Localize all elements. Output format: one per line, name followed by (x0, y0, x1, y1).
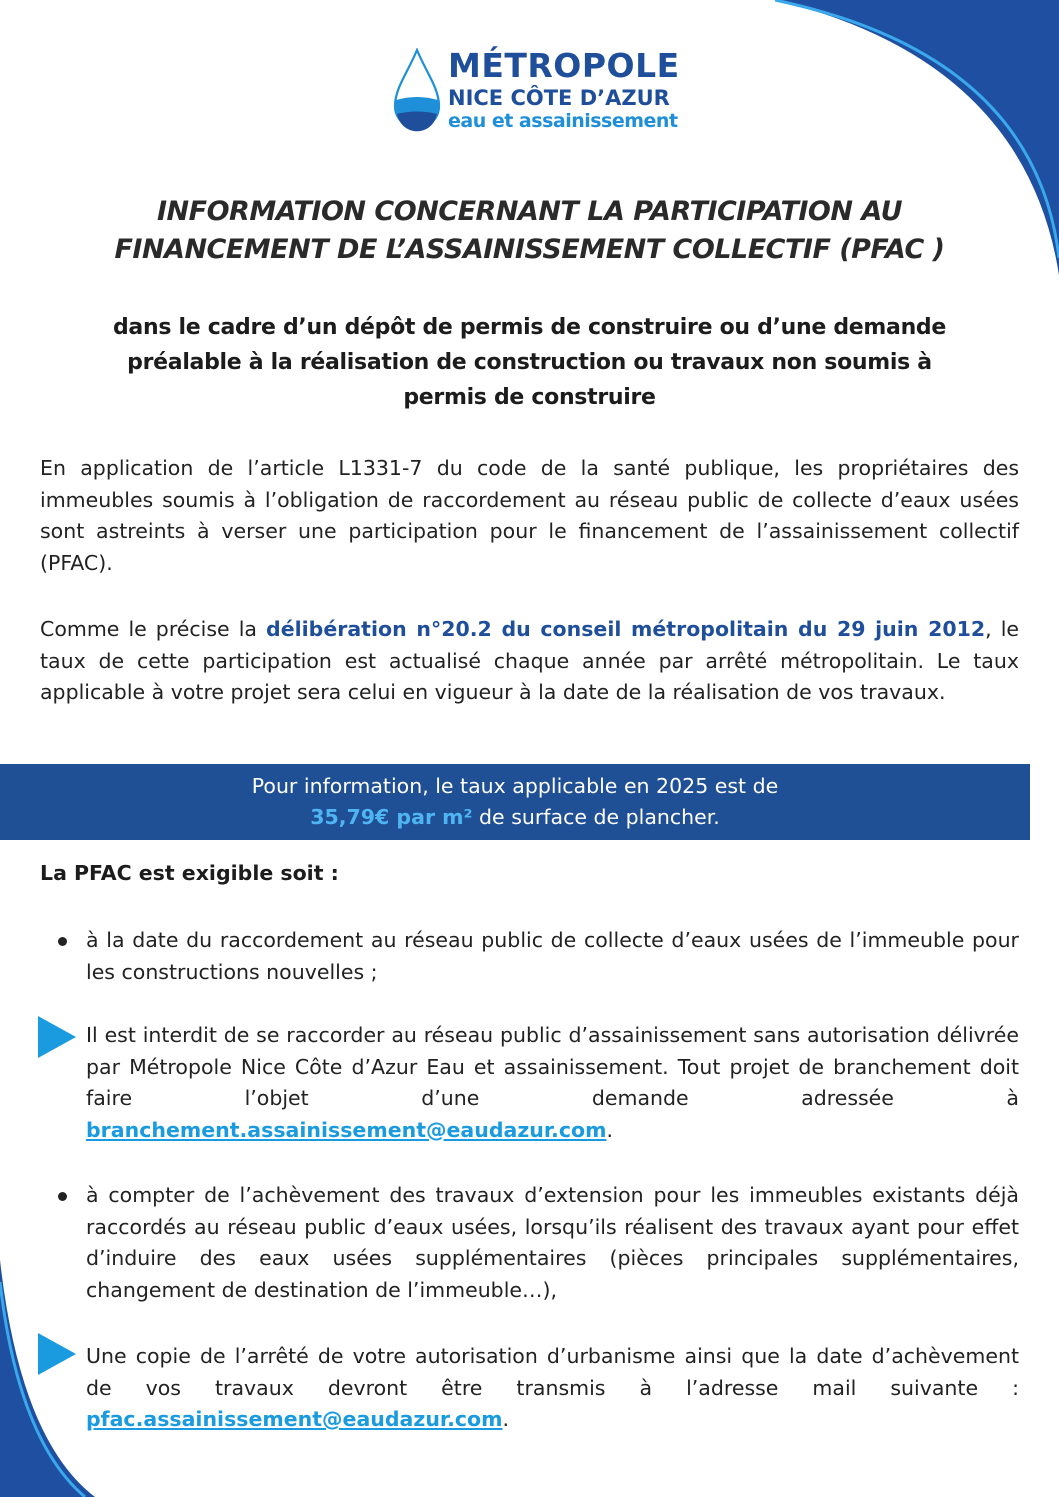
email-link-branchement[interactable]: branchement.assainissement@eaudazur.com (86, 1117, 607, 1142)
deliberation-reference: délibération n°20.2 du conseil métropolitain du 29 juin 2012 (266, 617, 986, 641)
note-text: Une copie de l’arrêté de votre autorisation d’urbanisme ainsi que la date d’achèvement de vos travaux devront être transmis à l’adresse mail suivante : (86, 1344, 1019, 1400)
note-item (86, 1341, 1019, 1436)
note-text-end: . (606, 1117, 613, 1142)
list-item: à compter de l’achèvement des travaux d’extension pour les immeubles existants déjà raccordés au réseau public d’eaux usées, lorsqu’ils réalisent des travaux ayant pour effet d’induire des eaux usées supplémentaires (pièces principales supplémentaires, changement de destination de l’immeuble…), (86, 1183, 1019, 1302)
bottom-left-arc (0, 1260, 95, 1497)
deliberation-paragraph (40, 614, 1019, 709)
intro-paragraph: En application de l’article L1331-7 du code de la santé publique, les propriétaires des immeubles soumis à l’obligation de raccordement au réseau public de collecte d’eaux usées sont astreints à verser une participation pour le financement de l’assainissement collectif (PFAC). (40, 456, 1019, 575)
title-line-2: FINANCEMENT DE L’ASSAINISSEMENT COLLECTIF (PFAC ) (114, 234, 945, 265)
bullet-icon (58, 937, 67, 946)
subtitle-line-1: dans le cadre d’un dépôt de permis de construire ou d’une demande (112, 315, 946, 340)
subtitle-line-3: permis de construire (403, 385, 656, 410)
banner-line-1: Pour information, le taux applicable en 2025 est de (251, 774, 779, 798)
logo-title: MÉTROPOLE (448, 46, 680, 85)
note-text: Il est interdit de se raccorder au réseau public d’assainissement sans autorisation délivrée par Métropole Nice Côte d’Azur Eau et assainissement. Tout projet de branchement doit faire l’objet d’une demande adressée à (86, 1023, 1019, 1110)
arrow-right-icon (38, 1333, 76, 1375)
arrow-right-icon (38, 1016, 76, 1058)
email-link-pfac[interactable]: pfac.assainissement@eaudazur.com (86, 1407, 503, 1431)
document-subtitle (30, 310, 1029, 415)
logo-subtitle: NICE CÔTE D’AZUR (448, 86, 670, 110)
title-line-1: INFORMATION CONCERNANT LA PARTICIPATION AU (157, 196, 902, 227)
logo (392, 44, 682, 134)
exigible-heading: La PFAC est exigible soit : (40, 861, 339, 885)
banner-line-2 (0, 802, 1030, 832)
water-drop-icon (392, 48, 442, 132)
deliberation-text-before: Comme le précise la (40, 617, 267, 641)
document-title (40, 193, 1019, 269)
bullet-icon (58, 1192, 67, 1201)
rate-banner (0, 764, 1030, 840)
logo-tagline: eau et assainissement (448, 110, 678, 132)
rate-suffix: de surface de plancher. (472, 805, 720, 829)
rate-value: 35,79€ par m² (310, 805, 473, 829)
note-item (86, 1020, 1019, 1146)
list-item: à la date du raccordement au réseau public de collecte d’eaux usées de l’immeuble pour les constructions nouvelles ; (86, 928, 1019, 984)
note-text-end: . (502, 1407, 510, 1431)
subtitle-line-2: préalable à la réalisation de construction ou travaux non soumis à (127, 350, 932, 375)
deliberation-text-after: , le taux de cette participation est actualisé chaque année par arrêté métropolitain. Le taux applicable à votre projet sera celui en vigueur à la date de la réalisation de vos travaux. (40, 617, 1019, 704)
